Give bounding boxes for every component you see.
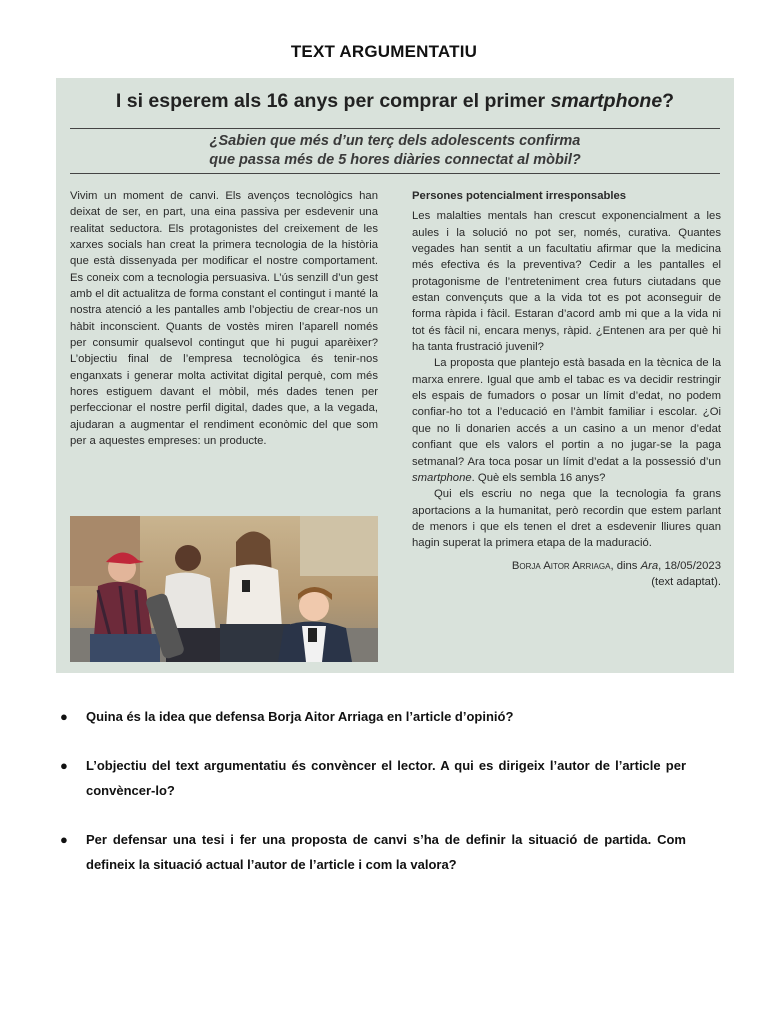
bullet-icon: ● bbox=[60, 832, 68, 847]
article-paragraph: La proposta que plantejo està basada en la tècnica de la marxa enrere. Igual que amb el tabac es va decidir restringir els espais de fumadors o posar un límit d’edat, no podem confiar-ho tot a l’educació en l’àmbit familiar i escolar. ¿Oi que no li donarien accés a un casino a un menor d’edat confiant que els valors el portin a no jugar-se la paga setmanal? Ara toca posar un límit d’edat a la possessió d’un smartphone. Què els sembla 16 anys? bbox=[412, 357, 721, 484]
bullet-icon: ● bbox=[60, 709, 68, 724]
article-column-right bbox=[412, 188, 721, 590]
newspaper-name: Ara bbox=[640, 559, 659, 572]
bullet-icon: ● bbox=[60, 758, 68, 773]
teenagers-with-phones-photo bbox=[70, 516, 378, 662]
headline-rule-top bbox=[70, 128, 720, 129]
author-name: Borja Aitor Arriaga bbox=[511, 559, 611, 572]
question-item: ● L’objectiu del text argumentatiu és convèncer el lector. A qui es dirigeix l’autor de l’article per convèncer-lo? bbox=[56, 753, 686, 803]
article-paragraph: Les malalties mentals han crescut exponencialment a les aules i la solució no pot ser, només, curativa. Quantes vegades han sentit a un facultatiu afirmar que la medicina més efectiva és la preventiva? Cedir a les pantalles el protagonisme de l’entreteniment crea futurs ciutadans que estan convençuts que a la vida tot es pot aconseguir de forma ràpida i fàcil. Estaran d’acord amb mi que a la vida ni tot és fàcil ni, encara menys, ràpid. ¿Entenen ara per què hi ha tanta frustració juvenil? bbox=[412, 210, 721, 354]
headline-rule-bottom bbox=[70, 173, 720, 174]
article-headline: I si esperem als 16 anys per comprar el primer smartphone? bbox=[115, 90, 675, 112]
article-signature: Borja Aitor Arriaga, dins Ara, 18/05/2023 (text adaptat). bbox=[511, 559, 721, 588]
article-subtitle: ¿Sabien que més d’un terç dels adolescents confirma que passa més de 5 hores diàries connectat al mòbil? bbox=[209, 133, 581, 168]
page-title: TEXT ARGUMENTATIU bbox=[290, 42, 478, 61]
article-paragraph: Vivim un moment de canvi. Els avenços tecnològics han deixat de ser, en part, una eina passiva per esdevenir una realitat seductora. Els protagonistes del creixement de les xarxes socials han creat la primera tecnologia de la història que està dissenyada per modificar el nostre comportament. Es coneix com a tecnologia persuasiva. L’ús senzill d’un gest amb el dit actualitza de forma constant el contingut i manté la nostra atenció a les pantalles amb l’objectiu de crear-nos un hàbit inconscient. Quants de vostès miren l’aparell només per consumir qualsevol contingut que hi pugui aparèixer? L’objectiu final de l’empresa tecnològica és tenir-nos enganxats i generar molta activitat digital perquè, com més hores estiguem davant el mòbil, més dades tenen per perfeccionar el nostre perfil digital, dades que, a la vegada, ajudaran a augmentar el rendiment econòmic del que som per a aquestes empreses: un producte. bbox=[70, 190, 378, 448]
section-heading: Persones potencialment irresponsables bbox=[412, 190, 627, 202]
question-item: ● Per defensar una tesi i fer una proposta de canvi s’ha de definir la situació de partida. Com defineix la situació actual l’autor de l’article i com la valora? bbox=[56, 827, 686, 877]
questions-list bbox=[56, 704, 686, 901]
question-item: ● Quina és la idea que defensa Borja Aitor Arriaga en l’article d’opinió? bbox=[56, 704, 686, 729]
article-paragraph: Qui els escriu no nega que la tecnologia fa grans aportacions a la humanitat, però recordin que estem parlant de menors i que els tenen el dret a esdevenir lliures quan hagin superat la primera etapa de la maduració. bbox=[412, 488, 721, 550]
article-clipping bbox=[56, 78, 734, 673]
article-column-left bbox=[70, 188, 378, 450]
